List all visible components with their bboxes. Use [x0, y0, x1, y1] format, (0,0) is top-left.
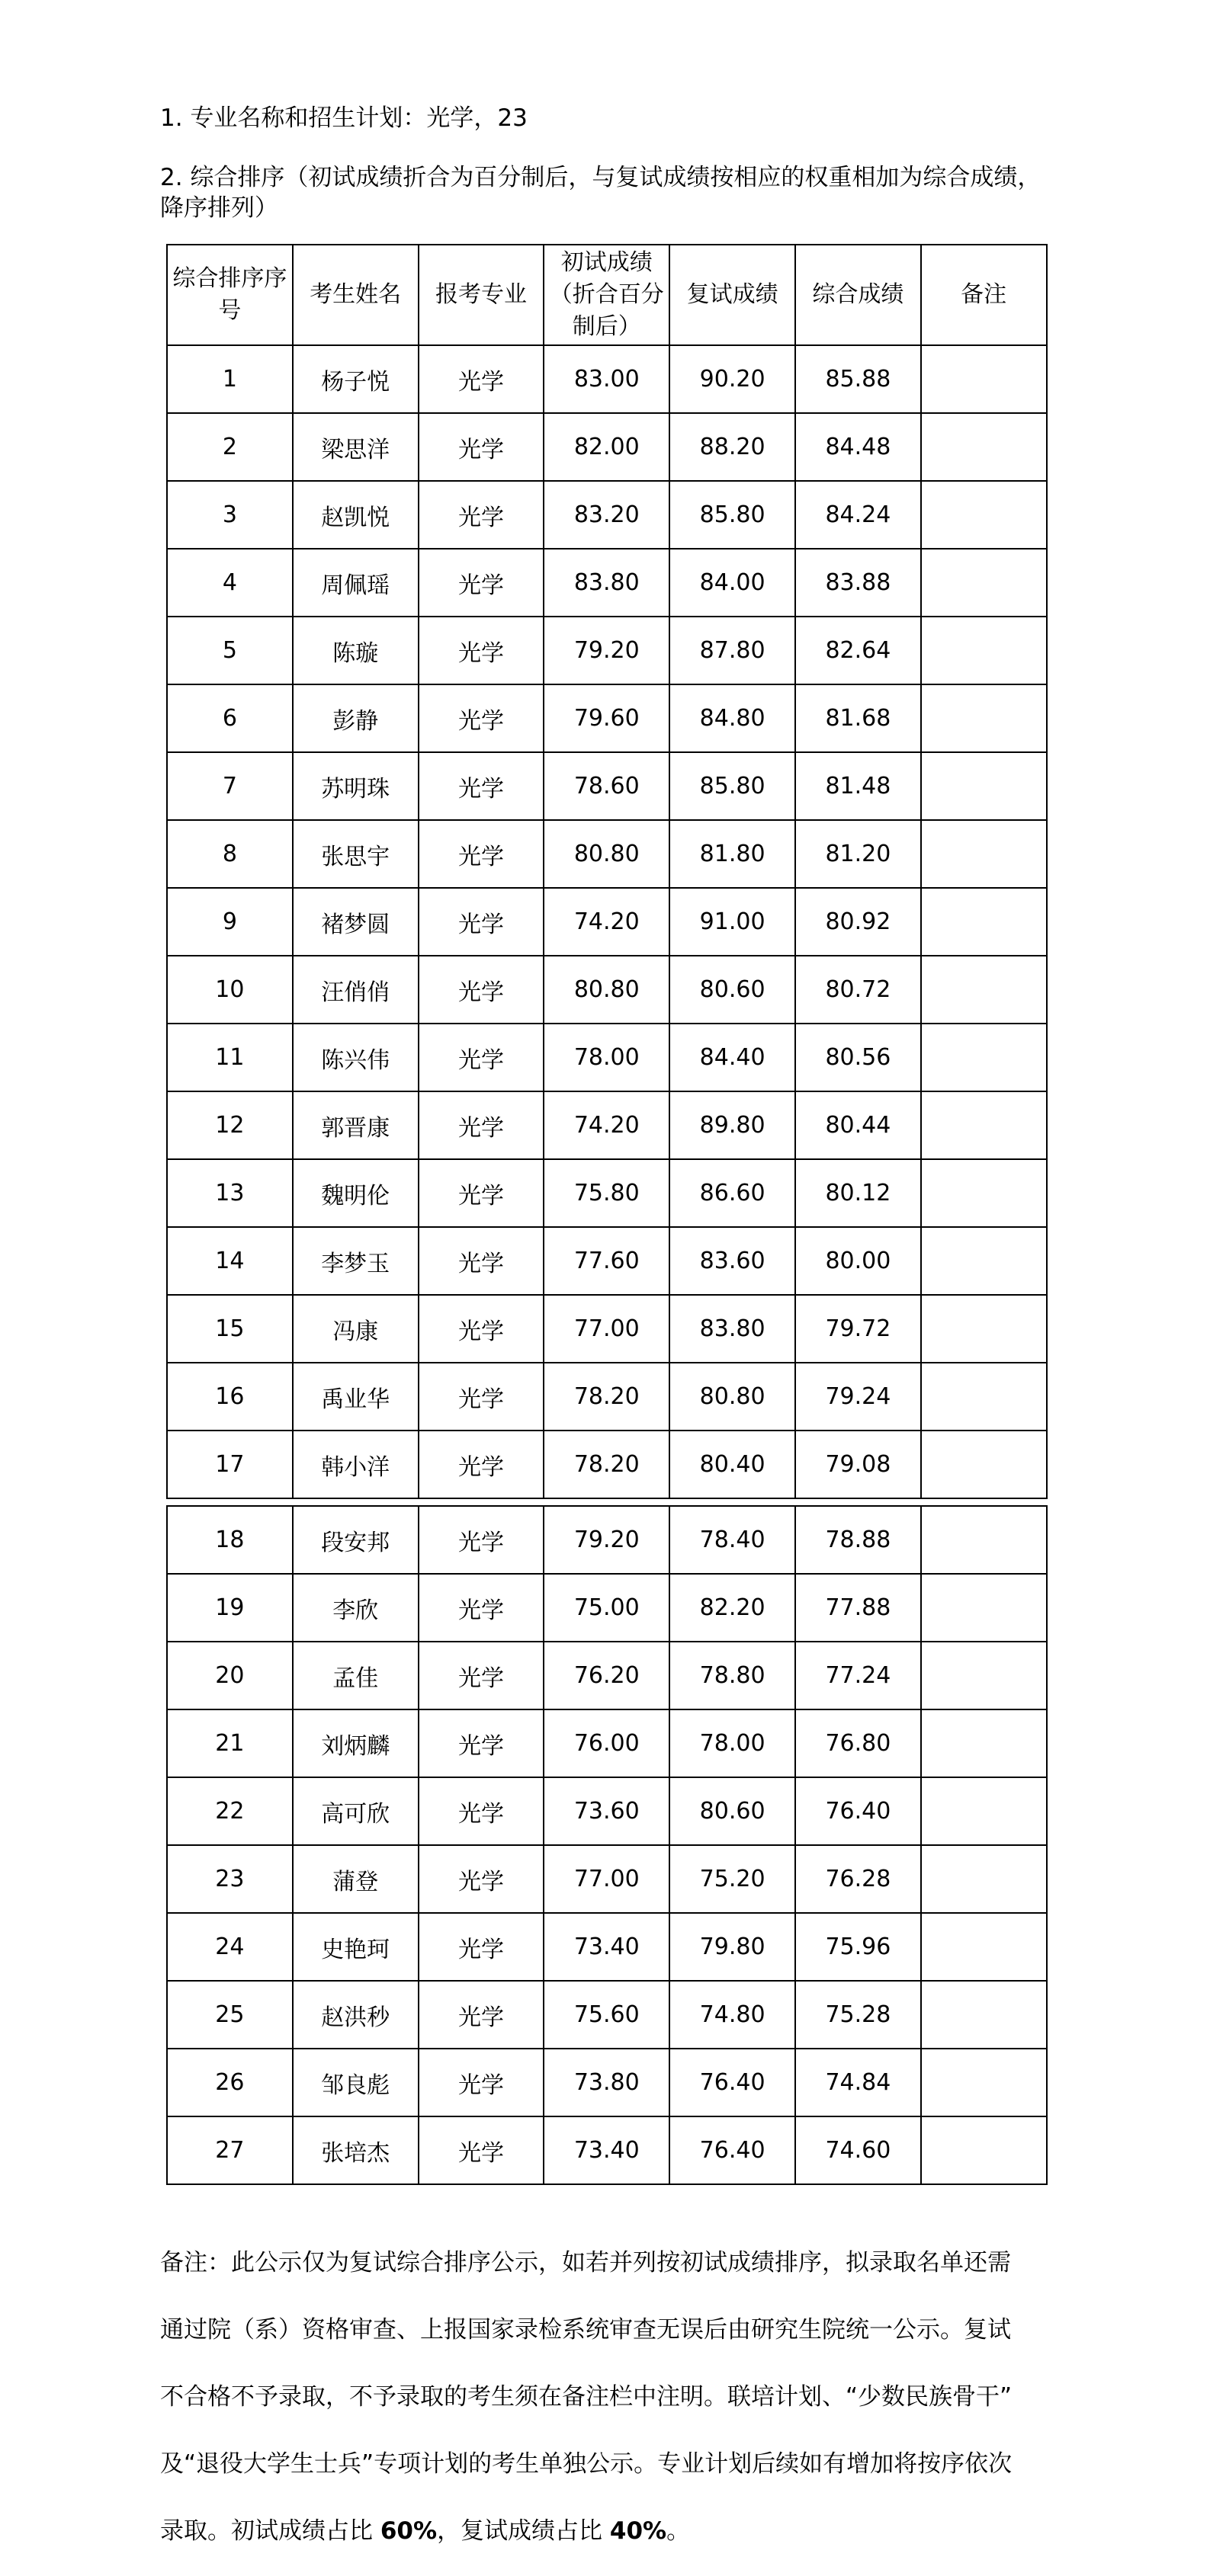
cell-rank: 12	[167, 1091, 293, 1159]
cell-major: 光学	[419, 1642, 544, 1709]
cell-prelim-score: 78.00	[544, 1024, 669, 1091]
cell-rank: 22	[167, 1777, 293, 1845]
cell-retest-score: 80.60	[669, 1777, 795, 1845]
table-row	[167, 1159, 1047, 1227]
cell-remark	[921, 1845, 1047, 1913]
table-row	[167, 1431, 1047, 1498]
table-row	[167, 1709, 1047, 1777]
cell-remark	[921, 1159, 1047, 1227]
cell-total-score: 80.56	[795, 1024, 921, 1091]
cell-prelim-score: 75.60	[544, 1981, 669, 2049]
cell-major: 光学	[419, 1845, 544, 1913]
cell-total-score: 79.08	[795, 1431, 921, 1498]
table-row	[167, 1777, 1047, 1845]
table-row	[167, 1642, 1047, 1709]
cell-name: 魏明伦	[293, 1159, 419, 1227]
table-row	[167, 2116, 1047, 2184]
cell-retest-score: 84.00	[669, 549, 795, 617]
cell-rank: 19	[167, 1574, 293, 1642]
cell-retest-score: 76.40	[669, 2049, 795, 2116]
table-row	[167, 1506, 1047, 1574]
cell-retest-score: 79.80	[669, 1913, 795, 1981]
cell-major: 光学	[419, 1363, 544, 1431]
cell-name: 冯康	[293, 1295, 419, 1363]
table-row	[167, 1981, 1047, 2049]
cell-total-score: 74.84	[795, 2049, 921, 2116]
cell-rank: 5	[167, 617, 293, 684]
cell-name: 禹业华	[293, 1363, 419, 1431]
cell-rank: 11	[167, 1024, 293, 1091]
cell-total-score: 80.12	[795, 1159, 921, 1227]
cell-rank: 27	[167, 2116, 293, 2184]
cell-prelim-score: 78.20	[544, 1363, 669, 1431]
cell-rank: 6	[167, 684, 293, 752]
cell-major: 光学	[419, 1574, 544, 1642]
cell-prelim-score: 73.40	[544, 1913, 669, 1981]
cell-major: 光学	[419, 1709, 544, 1777]
cell-prelim-score: 78.20	[544, 1431, 669, 1498]
cell-remark	[921, 413, 1047, 481]
cell-total-score: 81.48	[795, 752, 921, 820]
ranking-table-part1	[166, 244, 1048, 1499]
cell-prelim-score: 77.00	[544, 1845, 669, 1913]
cell-major: 光学	[419, 956, 544, 1024]
cell-retest-score: 80.80	[669, 1363, 795, 1431]
cell-prelim-score: 83.20	[544, 481, 669, 549]
cell-remark	[921, 820, 1047, 888]
section-heading-ranking: 2. 综合排序（初试成绩折合为百分制后，与复试成绩按相应的权重相加为综合成绩，降序排列）	[160, 164, 1041, 222]
cell-total-score: 75.96	[795, 1913, 921, 1981]
table-row	[167, 1574, 1047, 1642]
cell-rank: 18	[167, 1506, 293, 1574]
header-total-score: 综合成绩	[795, 245, 921, 345]
cell-rank: 16	[167, 1363, 293, 1431]
cell-name: 褚梦圆	[293, 888, 419, 956]
cell-retest-score: 91.00	[669, 888, 795, 956]
cell-total-score: 76.28	[795, 1845, 921, 1913]
table-row	[167, 1227, 1047, 1295]
cell-total-score: 77.24	[795, 1642, 921, 1709]
cell-remark	[921, 1295, 1047, 1363]
cell-retest-score: 82.20	[669, 1574, 795, 1642]
cell-prelim-score: 74.20	[544, 1091, 669, 1159]
cell-prelim-score: 73.40	[544, 2116, 669, 2184]
cell-major: 光学	[419, 1913, 544, 1981]
cell-major: 光学	[419, 2116, 544, 2184]
cell-name: 孟佳	[293, 1642, 419, 1709]
cell-prelim-score: 73.80	[544, 2049, 669, 2116]
cell-name: 李梦玉	[293, 1227, 419, 1295]
header-prelim-score: 初试成绩（折合百分制后）	[544, 245, 669, 345]
cell-retest-score: 85.80	[669, 481, 795, 549]
table-row	[167, 888, 1047, 956]
cell-retest-score: 78.80	[669, 1642, 795, 1709]
cell-rank: 17	[167, 1431, 293, 1498]
table-row	[167, 1091, 1047, 1159]
cell-retest-score: 87.80	[669, 617, 795, 684]
cell-major: 光学	[419, 1981, 544, 2049]
table-row	[167, 617, 1047, 684]
cell-remark	[921, 956, 1047, 1024]
cell-remark	[921, 752, 1047, 820]
cell-total-score: 81.68	[795, 684, 921, 752]
cell-retest-score: 76.40	[669, 2116, 795, 2184]
table-row	[167, 549, 1047, 617]
cell-retest-score: 80.40	[669, 1431, 795, 1498]
cell-rank: 20	[167, 1642, 293, 1709]
cell-remark	[921, 1642, 1047, 1709]
cell-name: 刘炳麟	[293, 1709, 419, 1777]
cell-major: 光学	[419, 1431, 544, 1498]
cell-prelim-score: 77.00	[544, 1295, 669, 1363]
cell-rank: 3	[167, 481, 293, 549]
cell-rank: 26	[167, 2049, 293, 2116]
cell-total-score: 85.88	[795, 345, 921, 413]
cell-prelim-score: 79.20	[544, 617, 669, 684]
header-major: 报考专业	[419, 245, 544, 345]
table-row	[167, 820, 1047, 888]
cell-total-score: 84.24	[795, 481, 921, 549]
cell-name: 陈兴伟	[293, 1024, 419, 1091]
cell-major: 光学	[419, 2049, 544, 2116]
cell-prelim-score: 83.80	[544, 549, 669, 617]
cell-remark	[921, 1363, 1047, 1431]
table-row	[167, 481, 1047, 549]
cell-retest-score: 78.40	[669, 1506, 795, 1574]
header-retest-score: 复试成绩	[669, 245, 795, 345]
cell-major: 光学	[419, 345, 544, 413]
cell-major: 光学	[419, 1777, 544, 1845]
cell-retest-score: 84.40	[669, 1024, 795, 1091]
cell-remark	[921, 684, 1047, 752]
cell-total-score: 82.64	[795, 617, 921, 684]
table-row	[167, 1363, 1047, 1431]
cell-total-score: 80.00	[795, 1227, 921, 1295]
cell-total-score: 77.88	[795, 1574, 921, 1642]
cell-remark	[921, 345, 1047, 413]
table-row	[167, 2049, 1047, 2116]
cell-remark	[921, 1227, 1047, 1295]
cell-name: 陈璇	[293, 617, 419, 684]
header-rank: 综合排序序号	[167, 245, 293, 345]
cell-prelim-score: 82.00	[544, 413, 669, 481]
cell-prelim-score: 79.20	[544, 1506, 669, 1574]
cell-prelim-score: 76.00	[544, 1709, 669, 1777]
cell-retest-score: 88.20	[669, 413, 795, 481]
cell-prelim-score: 80.80	[544, 956, 669, 1024]
cell-rank: 25	[167, 1981, 293, 2049]
table-row	[167, 1295, 1047, 1363]
table-row	[167, 1913, 1047, 1981]
table-row	[167, 752, 1047, 820]
cell-prelim-score: 79.60	[544, 684, 669, 752]
cell-rank: 15	[167, 1295, 293, 1363]
cell-name: 邹良彪	[293, 2049, 419, 2116]
cell-remark	[921, 1574, 1047, 1642]
note-prelim-weight: 60%	[380, 2517, 438, 2545]
cell-retest-score: 83.60	[669, 1227, 795, 1295]
cell-total-score: 76.80	[795, 1709, 921, 1777]
cell-retest-score: 80.60	[669, 956, 795, 1024]
cell-remark	[921, 1709, 1047, 1777]
cell-retest-score: 83.80	[669, 1295, 795, 1363]
cell-name: 郭晋康	[293, 1091, 419, 1159]
cell-remark	[921, 1091, 1047, 1159]
cell-name: 杨子悦	[293, 345, 419, 413]
note-text: 。	[666, 2517, 691, 2545]
header-remark: 备注	[921, 245, 1047, 345]
cell-remark	[921, 1431, 1047, 1498]
cell-remark	[921, 2049, 1047, 2116]
cell-retest-score: 81.80	[669, 820, 795, 888]
cell-rank: 4	[167, 549, 293, 617]
cell-prelim-score: 78.60	[544, 752, 669, 820]
cell-major: 光学	[419, 820, 544, 888]
ranking-table-part2	[166, 1505, 1048, 2185]
cell-retest-score: 78.00	[669, 1709, 795, 1777]
cell-rank: 9	[167, 888, 293, 956]
cell-total-score: 80.72	[795, 956, 921, 1024]
cell-major: 光学	[419, 888, 544, 956]
cell-remark	[921, 549, 1047, 617]
cell-remark	[921, 1981, 1047, 2049]
cell-total-score: 81.20	[795, 820, 921, 888]
note-line: 及“退役大学生士兵”专项计划的考生单独公示。专业计划后续如有增加将按序依次	[160, 2450, 1013, 2478]
cell-total-score: 75.28	[795, 1981, 921, 2049]
table-row	[167, 684, 1047, 752]
cell-rank: 8	[167, 820, 293, 888]
cell-rank: 13	[167, 1159, 293, 1227]
cell-name: 彭静	[293, 684, 419, 752]
cell-major: 光学	[419, 1091, 544, 1159]
cell-prelim-score: 83.00	[544, 345, 669, 413]
cell-remark	[921, 481, 1047, 549]
cell-total-score: 79.72	[795, 1295, 921, 1363]
note-line-last	[160, 2498, 1060, 2565]
cell-retest-score: 85.80	[669, 752, 795, 820]
cell-major: 光学	[419, 1506, 544, 1574]
table-row	[167, 1024, 1047, 1091]
cell-prelim-score: 74.20	[544, 888, 669, 956]
cell-rank: 24	[167, 1913, 293, 1981]
cell-name: 高可欣	[293, 1777, 419, 1845]
cell-rank: 14	[167, 1227, 293, 1295]
cell-rank: 10	[167, 956, 293, 1024]
table-row	[167, 413, 1047, 481]
cell-major: 光学	[419, 413, 544, 481]
cell-name: 韩小洋	[293, 1431, 419, 1498]
cell-name: 张培杰	[293, 2116, 419, 2184]
cell-remark	[921, 617, 1047, 684]
cell-total-score: 74.60	[795, 2116, 921, 2184]
cell-prelim-score: 75.00	[544, 1574, 669, 1642]
cell-rank: 1	[167, 345, 293, 413]
cell-retest-score: 86.60	[669, 1159, 795, 1227]
cell-rank: 21	[167, 1709, 293, 1777]
cell-name: 蒲登	[293, 1845, 419, 1913]
cell-remark	[921, 1777, 1047, 1845]
section-heading-major-plan: 1. 专业名称和招生计划：光学，23	[160, 104, 528, 132]
cell-total-score: 78.88	[795, 1506, 921, 1574]
cell-name: 李欣	[293, 1574, 419, 1642]
note-text: ，复试成绩占比	[437, 2517, 610, 2545]
table-row	[167, 345, 1047, 413]
cell-total-score: 80.44	[795, 1091, 921, 1159]
table-header-row	[167, 245, 1047, 345]
cell-major: 光学	[419, 752, 544, 820]
cell-name: 周佩瑶	[293, 549, 419, 617]
cell-total-score: 83.88	[795, 549, 921, 617]
cell-retest-score: 74.80	[669, 1981, 795, 2049]
cell-prelim-score: 76.20	[544, 1642, 669, 1709]
cell-rank: 2	[167, 413, 293, 481]
cell-prelim-score: 75.80	[544, 1159, 669, 1227]
cell-total-score: 79.24	[795, 1363, 921, 1431]
table-row	[167, 956, 1047, 1024]
cell-major: 光学	[419, 481, 544, 549]
cell-major: 光学	[419, 1024, 544, 1091]
cell-retest-score: 75.20	[669, 1845, 795, 1913]
cell-rank: 7	[167, 752, 293, 820]
cell-remark	[921, 1024, 1047, 1091]
cell-major: 光学	[419, 617, 544, 684]
cell-major: 光学	[419, 1295, 544, 1363]
cell-remark	[921, 888, 1047, 956]
cell-retest-score: 84.80	[669, 684, 795, 752]
note-line: 不合格不予录取，不予录取的考生须在备注栏中注明。联培计划、“少数民族骨干”	[160, 2383, 1013, 2411]
note-line: 通过院（系）资格审查、上报国家录检系统审查无误后由研究生院统一公示。复试	[160, 2316, 1011, 2344]
note-line: 备注：此公示仅为复试综合排序公示，如若并列按初试成绩排序，拟录取名单还需	[160, 2249, 1011, 2276]
cell-prelim-score: 80.80	[544, 820, 669, 888]
cell-retest-score: 90.20	[669, 345, 795, 413]
cell-remark	[921, 1506, 1047, 1574]
cell-rank: 23	[167, 1845, 293, 1913]
cell-total-score: 76.40	[795, 1777, 921, 1845]
cell-major: 光学	[419, 1159, 544, 1227]
cell-major: 光学	[419, 684, 544, 752]
note-paragraph	[160, 2229, 1060, 2565]
cell-prelim-score: 73.60	[544, 1777, 669, 1845]
cell-major: 光学	[419, 1227, 544, 1295]
cell-prelim-score: 77.60	[544, 1227, 669, 1295]
header-name: 考生姓名	[293, 245, 419, 345]
cell-name: 赵洪秒	[293, 1981, 419, 2049]
cell-name: 赵凯悦	[293, 481, 419, 549]
table-row	[167, 1845, 1047, 1913]
note-retest-weight: 40%	[609, 2517, 667, 2545]
cell-name: 段安邦	[293, 1506, 419, 1574]
cell-name: 张思宇	[293, 820, 419, 888]
cell-name: 史艳珂	[293, 1913, 419, 1981]
note-text: 录取。初试成绩占比	[160, 2517, 380, 2545]
cell-retest-score: 89.80	[669, 1091, 795, 1159]
cell-name: 梁思洋	[293, 413, 419, 481]
cell-name: 苏明珠	[293, 752, 419, 820]
cell-name: 汪俏俏	[293, 956, 419, 1024]
cell-remark	[921, 1913, 1047, 1981]
cell-total-score: 80.92	[795, 888, 921, 956]
cell-major: 光学	[419, 549, 544, 617]
cell-total-score: 84.48	[795, 413, 921, 481]
cell-remark	[921, 2116, 1047, 2184]
